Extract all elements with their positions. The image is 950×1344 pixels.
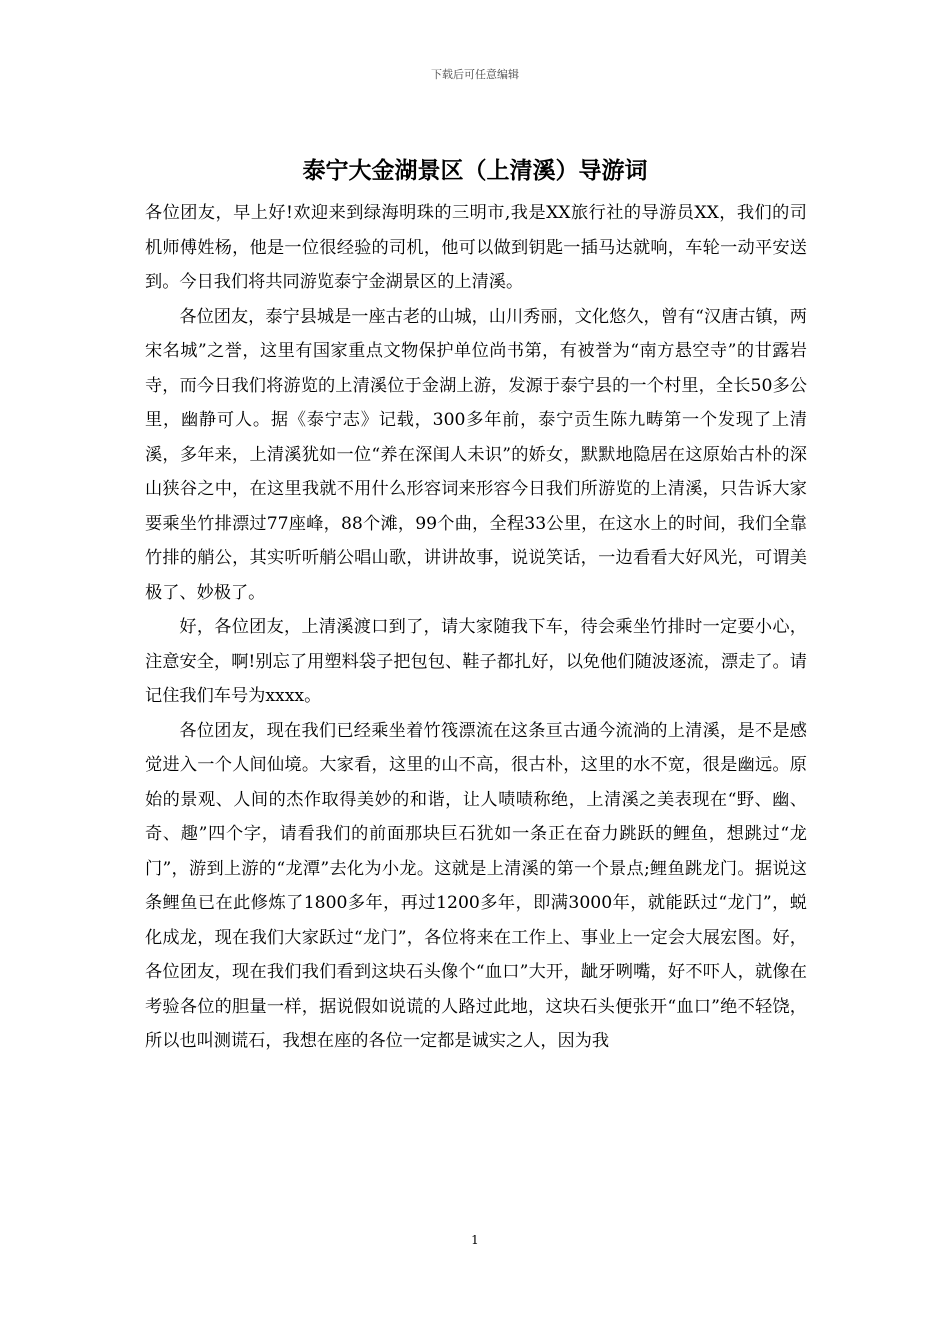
paragraph: 各位团友，现在我们已经乘坐着竹筏漂流在这条亘古通今流淌的上清溪，是不是感觉进入一个人间仙境。大家看，这里的山不高，很古朴，这里的水不宽，很是幽远。原始的景观、人间的杰作取得美妙的和谐，让人啧啧称绝，上清溪之美表现在“野、幽、奇、趣”四个字，请看我们的前面那块巨石犹如一条正在奋力跳跃的鲤鱼，想跳过“龙门”，游到上游的“龙潭”去化为小龙。这就是上清溪的第一个景点;鲤鱼跳龙门。据说这条鲤鱼已在此修炼了1800多年，再过1200多年，即满3000年，就能跃过“龙门”，蜕化成龙，现在我们大家跃过“龙门”，各位将来在工作上、事业上一定会大展宏图。好，各位团友，现在我们我们看到这块石头像个“血口”大开，龇牙咧嘴，好不吓人，就像在考验各位的胆量一样，据说假如说谎的人路过此地，这块石头便张开“血口”绝不轻饶，所以也叫测谎石，我想在座的各位一定都是诚实之人，因为我 xyxy=(145,720,807,1051)
page-number: 1 xyxy=(471,1233,479,1247)
document-title: 泰宁大金湖景区（上清溪）导游词 xyxy=(302,158,648,184)
paragraph: 各位团友，泰宁县城是一座古老的山城，山川秀丽，文化悠久，曾有“汉唐古镇，两宋名城”之誉，这里有国家重点文物保护单位尚书第，有被誉为“南方悬空寺”的甘露岩寺，而今日我们将游览的上清溪位于金湖上游，发源于泰宁县的一个村里，全长50多公里，幽静可人。据《泰宁志》记载，300多年前，泰宁贡生陈九畴第一个发现了上清溪，多年来，上清溪犹如一位“养在深闺人未识”的娇女，默默地隐居在这原始古朴的深山狭谷之中，在这里我就不用什么形容词来形容今日我们所游览的上清溪，只告诉大家要乘坐竹排漂过77座峰，88个滩，99个曲，全程33公里，在这水上的时间，我们全靠竹排的艄公，其实听听艄公唱山歌，讲讲故事，说说笑话，一边看看大好风光，可谓美极了、妙极了。 xyxy=(145,306,807,603)
paragraph: 好，各位团友，上清溪渡口到了，请大家随我下车，待会乘坐竹排时一定要小心，注意安全，啊!别忘了用塑料袋子把包包、鞋子都扎好，以免他们随波逐流，漂走了。请记住我们车号为xxxx。 xyxy=(145,617,807,706)
header-note: 下载后可任意编辑 xyxy=(431,68,519,81)
document-body xyxy=(145,196,807,1059)
paragraph: 各位团友，早上好!欢迎来到绿海明珠的三明市,我是XX旅行社的导游员XX，我们的司机师傅姓杨，他是一位很经验的司机，他可以做到钥匙一插马达就响，车轮一动平安送到。今日我们将共同游览泰宁金湖景区的上清溪。 xyxy=(145,203,807,292)
